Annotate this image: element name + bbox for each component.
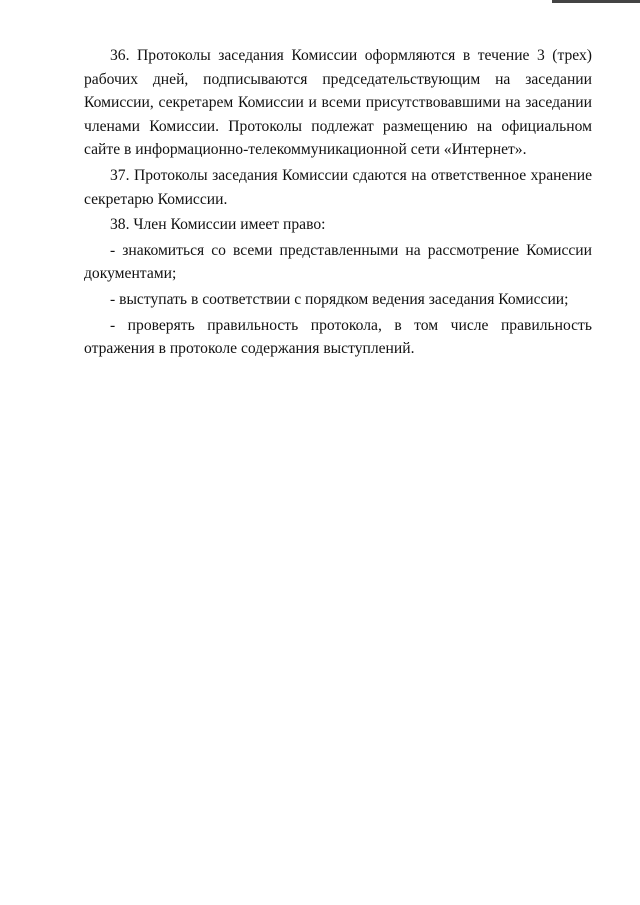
document-page — [84, 44, 592, 363]
paragraph-36: 36. Протоколы заседания Комиссии оформляются в течение 3 (трех) рабочих дней, подписываются председательствующим на заседании Комиссии, секретарем Комиссии и всеми присутствовавшими на заседании членами Комиссии. Протоколы подлежат размещению на официальном сайте в информационно-телекоммуникационной сети «Интернет». — [84, 47, 592, 159]
scan-edge-mark — [552, 0, 640, 3]
list-item-right-familiarize: - знакомиться со всеми представленными на рассмотрение Комиссии документами; — [84, 241, 592, 283]
paragraph-37: 37. Протоколы заседания Комиссии сдаются на ответственное хранение секретарю Комиссии. — [84, 166, 592, 208]
list-item-right-verify-protocol: - проверять правильность протокола, в том числе правильность отражения в протоколе содержания выступлений. — [84, 316, 592, 358]
list-item-right-speak: - выступать в соответствии с порядком ведения заседания Комиссии; — [110, 290, 569, 308]
paragraph-38: 38. Член Комиссии имеет право: — [110, 216, 326, 234]
